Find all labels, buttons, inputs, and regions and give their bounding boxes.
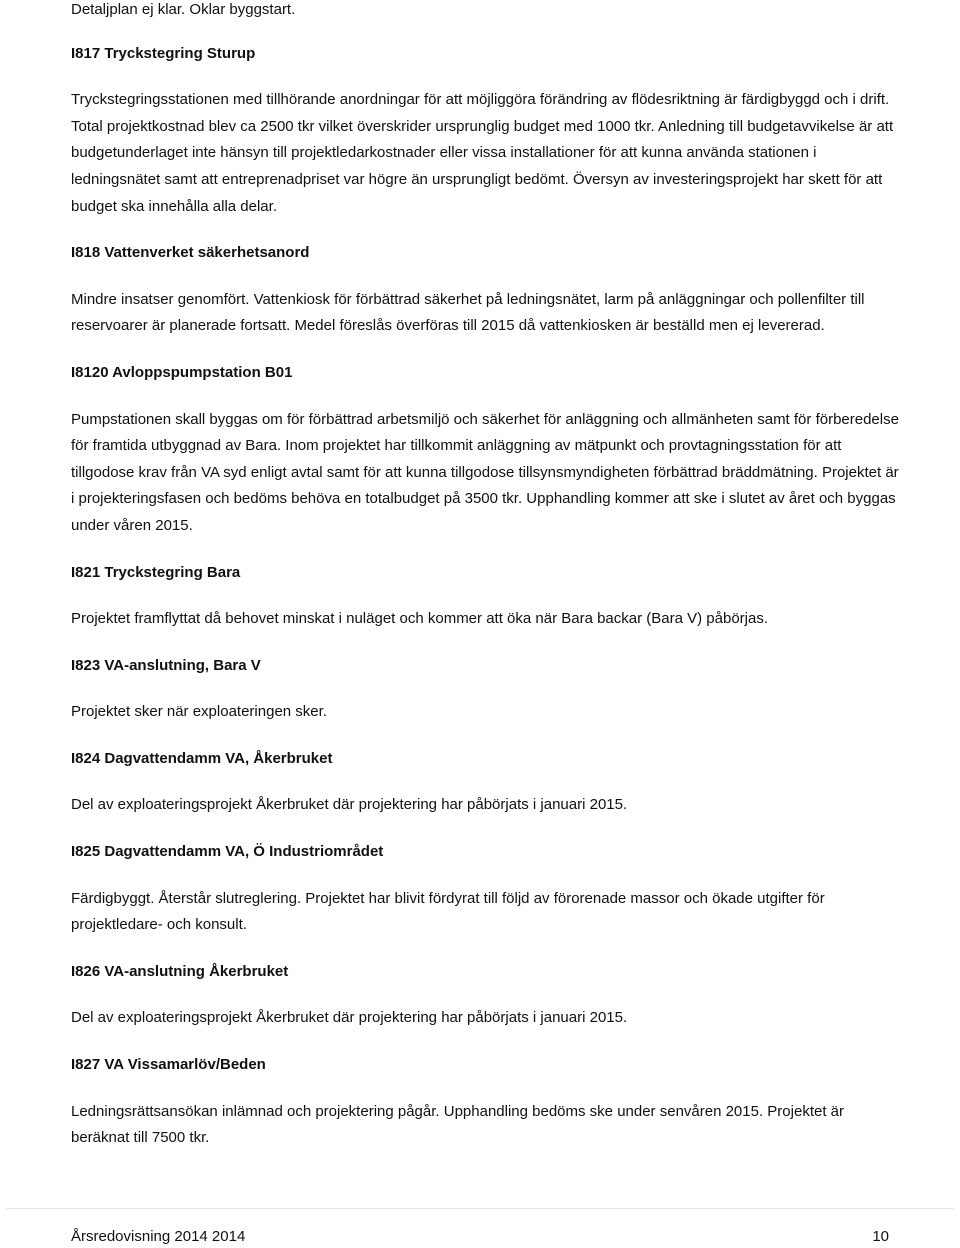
document-page: [71, 0, 901, 1152]
section-heading: I821 Tryckstegring Bara: [71, 563, 241, 581]
section-i825: [71, 839, 901, 939]
section-i818: [71, 240, 901, 340]
section-body: Ledningsrättsansökan inlämnad och projektering pågår. Upphandling bedöms ske under senvåren 2015. Projektet är beräknat till 7500 tkr.: [71, 1102, 844, 1147]
section-body: Tryckstegringsstationen med tillhörande anordningar för att möjliggöra förändring av flödesriktning är färdigbyggd och i drift. Total projektkostnad blev ca 2500 tkr vilket överskrider ursprunglig budget med 1000 tkr. Anledning till budgetavvikelse är att budgetunderlaget inte hänsyn till projektledarkostnader eller vissa installationer för att kunna använda stationen i ledningsnätet samt att entreprenadpriset var högre än ursprungligt bedömt. Översyn av investeringsprojekt har skett för att budget ska innehålla alla delar.: [71, 91, 894, 215]
section-heading: I8120 Avloppspumpstation B01: [71, 363, 293, 381]
section-heading: I824 Dagvattendamm VA, Åkerbruket: [71, 749, 333, 767]
section-heading: I818 Vattenverket säkerhetsanord: [71, 244, 310, 262]
section-heading: I826 VA-anslutning Åkerbruket: [71, 962, 289, 980]
section-body: Del av exploateringsprojekt Åkerbruket där projektering har påbörjats i januari 2015.: [71, 796, 628, 814]
intro-text: Detaljplan ej klar. Oklar byggstart.: [71, 1, 296, 18]
section-body: Projektet framflyttat då behovet minskat i nuläget och kommer att öka när Bara backar (Bara V) påbörjas.: [71, 610, 768, 628]
page-footer: [71, 1228, 889, 1245]
section-body: Mindre insatser genomfört. Vattenkiosk för förbättrad säkerhet på ledningsnätet, larm på anläggningar och pollenfilter till reservoarer är planerade fortsatt. Medel föreslås överföras till 2015 då vattenkiosken är beställd men ej levererad.: [71, 290, 865, 335]
section-heading: I823 VA-anslutning, Bara V: [71, 656, 261, 674]
section-i827: [71, 1052, 901, 1152]
section-i823: [71, 653, 901, 726]
section-body: Del av exploateringsprojekt Åkerbruket där projektering har påbörjats i januari 2015.: [71, 1009, 628, 1027]
section-heading: I827 VA Vissamarlöv/Beden: [71, 1056, 266, 1074]
section-heading: I817 Tryckstegring Sturup: [71, 44, 256, 62]
section-i826: [71, 959, 901, 1032]
section-i8120: [71, 360, 901, 540]
section-body: Pumpstationen skall byggas om för förbättrad arbetsmiljö och säkerhet för anläggning och allmänheten samt för förberedelse för framtida utbyggnad av Bara. Inom projektet har tillkommit anläggning av mätpunkt och provtagningsstation för att tillgodose krav från VA syd enligt avtal samt för att kunna tillgodose tillsynsmyndigheten förbättrad bräddmätning. Projektet är i projekteringsfasen och bedöms behöva en totalbudget på 3500 tkr. Upphandling kommer att ske i slutet av året och byggas under våren 2015.: [71, 410, 899, 534]
section-i824: [71, 746, 901, 819]
page-number: 10: [872, 1228, 889, 1245]
section-body: Färdigbyggt. Återstår slutreglering. Projektet har blivit fördyrat till följd av förorenade massor och ökade utgifter för projektledare- och konsult.: [71, 889, 825, 934]
footer-divider: [6, 1208, 954, 1209]
section-i817: [71, 41, 901, 221]
section-body: Projektet sker när exploateringen sker.: [71, 703, 327, 721]
section-heading: I825 Dagvattendamm VA, Ö Industriområdet: [71, 843, 384, 861]
section-i821: [71, 560, 901, 633]
footer-title: Årsredovisning 2014 2014: [71, 1228, 246, 1245]
